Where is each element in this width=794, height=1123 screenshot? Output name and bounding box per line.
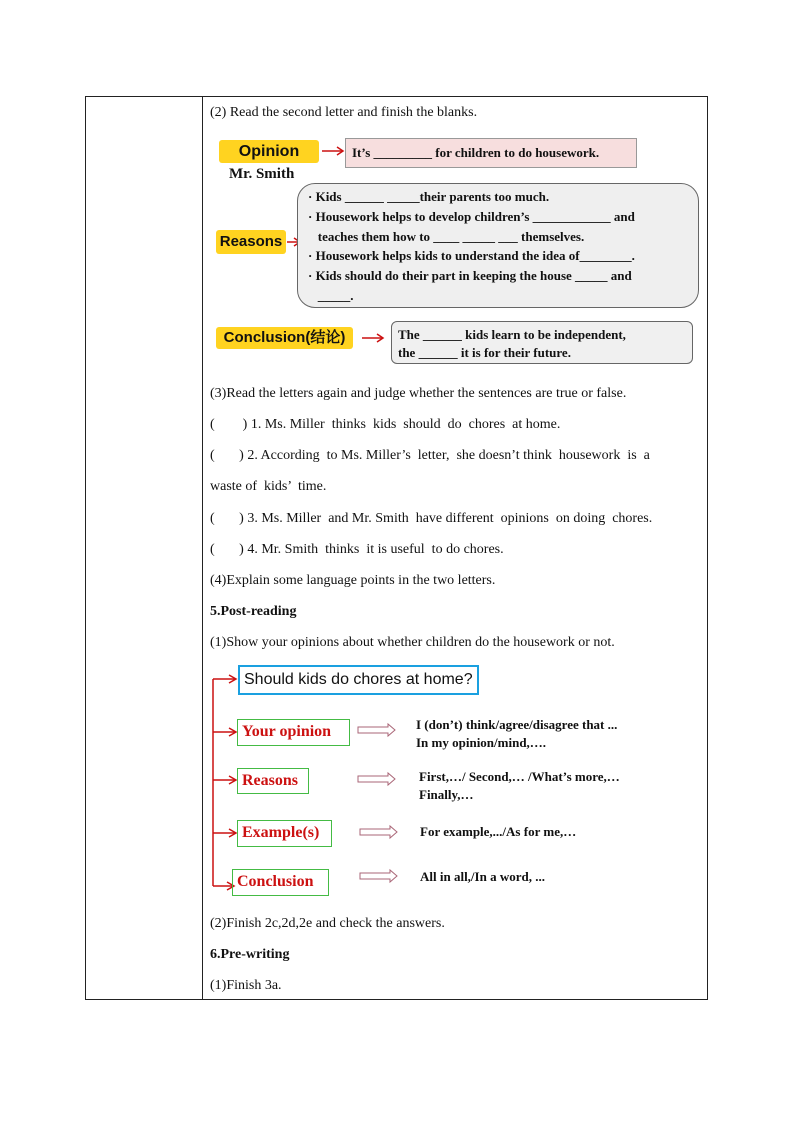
question-box: Should kids do chores at home? xyxy=(238,665,479,695)
true-false-item-4: ( ) 4. Mr. Smith thinks it is useful to do chores. xyxy=(210,542,504,557)
reasons-phrase: First,…/ Second,… /What’s more,… xyxy=(419,769,620,784)
conclusion-row-label: Conclusion xyxy=(232,869,329,896)
conclusion-line: the ______ it is for their future. xyxy=(398,345,571,360)
opinion-phrase: I (don’t) think/agree/disagree that ... xyxy=(416,717,618,732)
pre-writing-item: (1)Finish 3a. xyxy=(210,978,282,993)
arrow-icon xyxy=(360,870,400,882)
your-opinion-label: Your opinion xyxy=(237,719,350,746)
reasons-label: Reasons xyxy=(216,230,286,254)
finish-2c-instruction: (2)Finish 2c,2d,2e and check the answers. xyxy=(210,916,445,931)
conclusion-label: Conclusion(结论) xyxy=(216,327,353,349)
pre-writing-heading: 6.Pre-writing xyxy=(210,947,290,962)
examples-label: Example(s) xyxy=(237,820,332,847)
reason-line: · Housework helps kids to understand the idea of________. xyxy=(308,248,635,263)
reason-line: teaches them how to ____ _____ ___ themselves. xyxy=(308,229,585,244)
post-reading-heading: 5.Post-reading xyxy=(210,604,297,619)
reason-line: · Kids ______ _____their parents too much. xyxy=(308,189,550,204)
reason-line: · Kids should do their part in keeping the house _____ and xyxy=(308,268,632,283)
reason-line: · Housework helps to develop children’s ____________ and xyxy=(308,209,635,224)
opinion-phrase: In my opinion/mind,…. xyxy=(416,735,547,750)
opinion-label: Opinion xyxy=(219,140,319,163)
conclusion-arrow xyxy=(362,333,386,343)
examples-phrase: For example,.../As for me,… xyxy=(420,824,577,839)
opinion-arrow xyxy=(322,146,346,156)
arrow-icon xyxy=(360,826,400,838)
opinion-text-box: It’s _________ for children to do housework. xyxy=(345,138,637,168)
conclusion-line: The ______ kids learn to be independent, xyxy=(398,327,626,342)
true-false-item-1: ( ) 1. Ms. Miller thinks kids should do chores at home. xyxy=(210,417,561,432)
reason-line: _____. xyxy=(308,288,354,303)
arrow-icon xyxy=(358,773,398,785)
post-reading-instruction: (1)Show your opinions about whether children do the housework or not. xyxy=(210,635,615,650)
true-false-item-2-line1: ( ) 2. According to Ms. Miller’s letter, she doesn’t think housework is a xyxy=(210,448,650,463)
reasons-phrase: Finally,… xyxy=(419,787,474,802)
section4-instruction: (4)Explain some language points in the two letters. xyxy=(210,573,496,588)
table-column-divider xyxy=(202,96,203,1000)
true-false-item-3: ( ) 3. Ms. Miller and Mr. Smith have different opinions on doing chores. xyxy=(210,511,653,526)
conclusion-phrase: All in all,/In a word, ... xyxy=(420,869,545,884)
reasons-row-label: Reasons xyxy=(237,768,309,794)
section2-instruction: (2) Read the second letter and finish the blanks. xyxy=(210,105,478,120)
author-name: Mr. Smith xyxy=(229,166,295,182)
true-false-item-2-line2: waste of kids’ time. xyxy=(210,479,327,494)
arrow-icon xyxy=(358,724,398,736)
section3-instruction: (3)Read the letters again and judge whether the sentences are true or false. xyxy=(210,386,627,401)
